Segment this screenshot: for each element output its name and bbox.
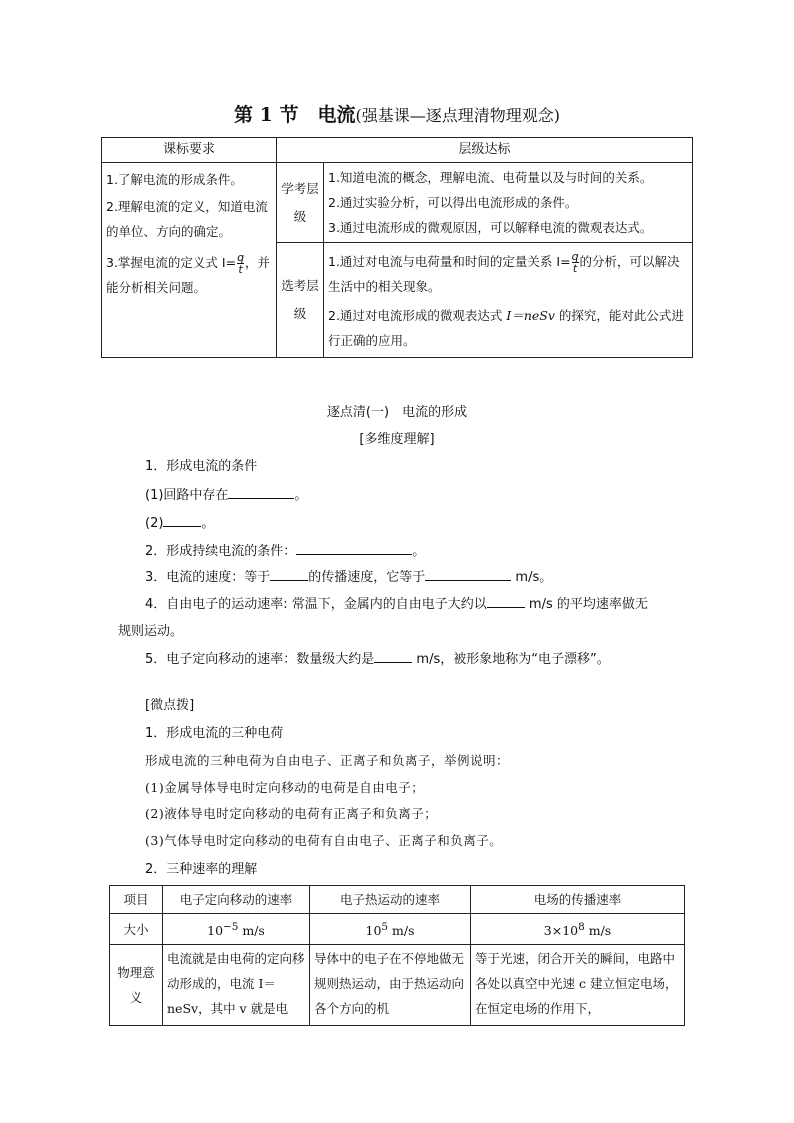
blank[interactable] — [374, 650, 412, 663]
requirement-3: 3.掌握电流的定义式 I= $\frac{q}{t}$ ，并能分析相关问题。 — [106, 251, 271, 295]
size-drift: $10^{-5}$ m/s — [163, 914, 310, 945]
col-header-requirements: 课标要求 — [102, 138, 277, 163]
page-title: 第 1 节 电流(强基课—逐点理清物理观念) — [234, 104, 560, 126]
fraction-q-over-t: $\frac{q}{t}$ — [237, 251, 245, 276]
item-1-heading: 1．形成电流的条件 — [145, 459, 258, 474]
tips-line: (3)气体导电时定向移动的电荷有自由电子、正离子和负离子。 — [145, 833, 503, 848]
level-label-advanced: 选考层级 — [277, 243, 324, 358]
speed-table — [109, 885, 685, 1026]
blank[interactable] — [487, 595, 525, 608]
tips-h1: 1．形成电流的三种电荷 — [145, 726, 284, 741]
item-1-1: (1)回路中存在 。 — [145, 488, 308, 503]
level-label-basic: 学考层级 — [277, 163, 324, 243]
size-thermal: $10^5$ m/s — [310, 914, 471, 945]
tips-line: 形成电流的三种电荷为自由电子、正离子和负离子，举例说明： — [145, 753, 510, 768]
section-heading: 逐点清(一) 电流的形成 — [326, 405, 468, 420]
item-1-2: (2) 。 — [145, 516, 215, 531]
col-header-levels: 层级达标 — [277, 138, 693, 163]
standards-table — [101, 137, 693, 358]
item-5: 5．电子定向移动的速率：数量级大约是 m/s，被形象地称为“电子漂移”。 — [145, 652, 610, 667]
header-drift: 电子定向移动的速率 — [163, 886, 310, 914]
blank[interactable] — [425, 568, 511, 581]
blank[interactable] — [163, 514, 201, 527]
tips-line: (2)液体导电时定向移动的电荷有正离子和负离子； — [145, 806, 438, 821]
level-items-basic: 1.知道电流的概念，理解电流、电荷量以及与时间的关系。 2.通过实验分析，可以得出电流形成的条件。 3.通过电流形成的微观原因，可以解释电流的微观表达式。 — [324, 163, 693, 243]
item-4: 4．自由电子的运动速率: 常温下，金属内的自由电子大约以 m/s 的平均速率做无 — [145, 597, 648, 612]
header-thermal: 电子热运动的速率 — [310, 886, 471, 914]
meaning-drift: 电流就是由电荷的定向移动形成的，电流 I＝neSv，其中 v 就是电 — [163, 945, 310, 1026]
item-3: 3．电流的速度：等于 的传播速度，它等于 m/s。 — [145, 570, 553, 585]
blank[interactable] — [296, 542, 412, 555]
blank[interactable] — [270, 568, 308, 581]
meaning-thermal: 导体中的电子在不停地做无规则热运动，由于热运动向各个方向的机 — [310, 945, 471, 1026]
tips-line: (1)金属导体导电时定向移动的电荷是自由电子； — [145, 780, 425, 795]
fraction-q-over-t-2: $\frac{q}{t}$ — [571, 250, 579, 275]
requirements-cell: 1.了解电流的形成条件。 2.理解电流的定义，知道电流的单位、方向的确定。 3.掌握电流的定义式 I= $\frac{q}{t}$ ，并能分析相关问题。 — [102, 163, 277, 358]
row-label-size: 大小 — [110, 914, 163, 945]
section-subheading: [多维度理解] — [359, 432, 435, 447]
blank[interactable] — [228, 486, 294, 499]
level-items-advanced: 1.通过对电流与电荷量和时间的定量关系 I= $\frac{q}{t}$ 的分析，可以解决生活中的相关现象。 2.通过对电流形成的微观表达式 I＝neSv 的探究，能对此公式进行正确的应用。 — [324, 243, 693, 358]
header-field: 电场的传播速率 — [471, 886, 685, 914]
meaning-field: 等于光速，闭合开关的瞬间，电路中各处以真空中光速 c 建立恒定电场，在恒定电场的作用下， — [471, 945, 685, 1026]
size-field: $3\times 10^8$ m/s — [471, 914, 685, 945]
row-label-meaning: 物理意义 — [110, 945, 163, 1026]
tips-h2: 2．三种速率的理解 — [145, 862, 258, 877]
header-item: 项目 — [110, 886, 163, 914]
tips-heading: [微点拨] — [145, 698, 195, 713]
item-2: 2．形成持续电流的条件： 。 — [145, 544, 426, 559]
item-4-cont: 规则运动。 — [118, 624, 184, 639]
